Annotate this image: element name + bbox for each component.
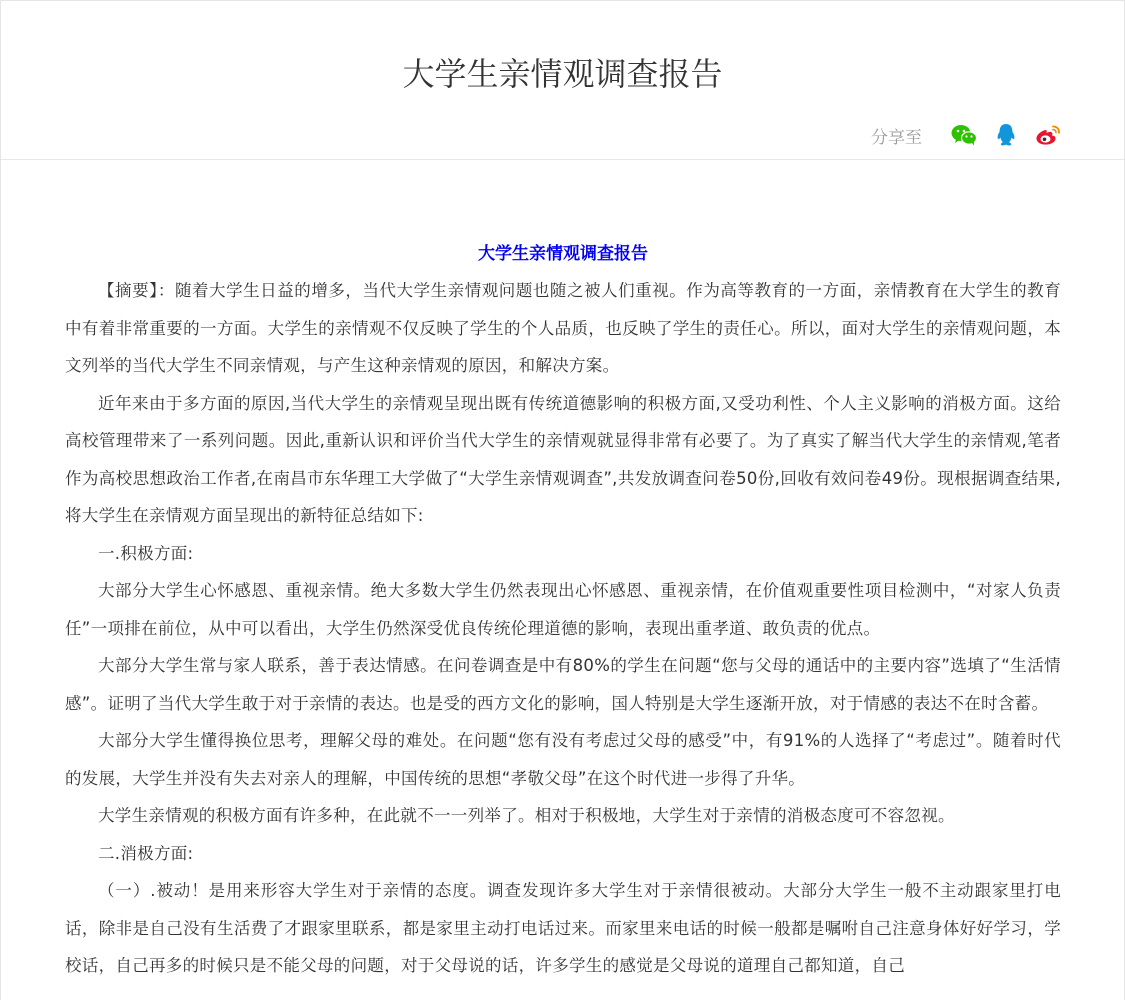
paragraph: 大部分大学生心怀感恩、重视亲情。绝大多数大学生仍然表现出心怀感恩、重视亲情，在价值观重要性项目检测中，“对家人负责任”一项排在前位，从中可以看出，大学生仍然深受优良传统伦理道德的影响，表现出重孝道、敢负责的优点。 — [65, 581, 1061, 638]
article-body — [65, 236, 1061, 985]
paragraph: 大学生亲情观的积极方面有许多种，在此就不一一列举了。相对于积极地，大学生对于亲情的消极态度可不容忽视。 — [98, 806, 955, 825]
paragraph-intro: 近年来由于多方面的原因,当代大学生的亲情观呈现出既有传统道德影响的积极方面,又受功利性、个人主义影响的消极方面。这给高校管理带来了一系列问题。因此,重新认识和评价当代大学生的亲情观就显得非常有必要了。为了真实了解当代大学生的亲情观,笔者作为高校思想政治工作者,在南昌市东华理工大学做了“大学生亲情观调查”,共发放调查问卷50份,回收有效问卷49份。现根据调查结果,将大学生在亲情观方面呈现出的新特征总结如下: — [65, 393, 1061, 525]
section-heading-positive: 一.积极方面: — [98, 543, 194, 563]
share-weibo-button[interactable] — [1034, 121, 1062, 149]
article-title: 大学生亲情观调查报告 — [478, 244, 648, 264]
share-qq-button[interactable] — [992, 121, 1020, 149]
qq-icon — [995, 123, 1017, 147]
section-heading-negative: 二.消极方面: — [98, 843, 194, 863]
paragraph: （一）.被动！是用来形容大学生对于亲情的态度。调查发现许多大学生对于亲情很被动。大部分大学生一般不主动跟家里打电话，除非是自己没有生活费了才跟家里联系，都是家里主动打电话过来。而家里来电话的时候一般都是嘱咐自己注意身体好好学习，学校话，自己再多的时候只是不能父母的问题，对于父母说的话，许多学生的感觉是父母说的道理自己都知道，自己 — [65, 881, 1061, 975]
paragraph: 大部分大学生常与家人联系，善于表达情感。在问卷调查是中有80%的学生在问题“您与父母的通话中的主要内容”选填了“生活情感”。证明了当代大学生敢于对于亲情的表达。也是受的西方文化的影响，国人特别是大学生逐渐开放，对于情感的表达不在时含蓄。 — [65, 656, 1061, 713]
weibo-icon — [1035, 124, 1061, 146]
share-wechat-button[interactable] — [950, 121, 978, 149]
page-header — [1, 1, 1124, 160]
share-bar — [871, 121, 1062, 149]
paragraph: 大部分大学生懂得换位思考，理解父母的难处。在问题“您有没有考虑过父母的感受”中，有91%的人选择了“考虑过”。随着时代的发展，大学生并没有失去对亲人的理解，中国传统的思想“孝敬父母”在这个时代进一步得了升华。 — [65, 731, 1061, 788]
share-label: 分享至 — [871, 127, 922, 148]
wechat-icon — [951, 124, 977, 146]
page-title: 大学生亲情观调查报告 — [402, 55, 723, 93]
paragraph-abstract: 【摘要】：随着大学生日益的增多，当代大学生亲情观问题也随之被人们重视。作为高等教育的一方面，亲情教育在大学生的教育中有着非常重要的一方面。大学生的亲情观不仅反映了学生的个人品质，也反映了学生的责任心。所以，面对大学生的亲情观问题，本文列举的当代大学生不同亲情观，与产生这种亲情观的原因，和解决方案。 — [65, 281, 1061, 375]
